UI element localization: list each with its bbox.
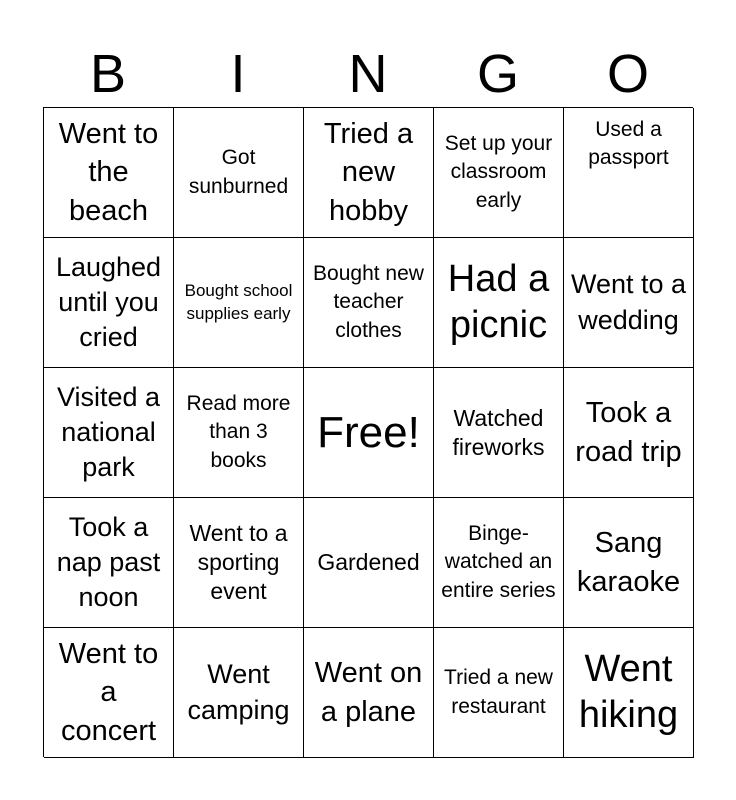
- cell-text: Got sunburned: [188, 146, 289, 198]
- cell-text: Bought new teacher clothes: [313, 261, 424, 342]
- cell-text: Read more than 3 books: [186, 391, 291, 472]
- cell-text: Bought school supplies early: [184, 280, 293, 323]
- cell-text: Set up your classroom early: [444, 131, 553, 212]
- bingo-cell[interactable]: [564, 238, 694, 368]
- bingo-cell[interactable]: [304, 628, 434, 758]
- bingo-cell[interactable]: [44, 498, 174, 628]
- cell-text: Watched fireworks: [452, 404, 545, 460]
- cell-text: Sang karaoke: [576, 527, 681, 598]
- cell-text: Went to a concert: [58, 638, 159, 747]
- cell-text: Went camping: [187, 659, 290, 725]
- cell-text: Took a road trip: [575, 397, 682, 468]
- bingo-cell[interactable]: [174, 238, 304, 368]
- bingo-cell[interactable]: [174, 108, 304, 238]
- cell-text: Went to the beach: [58, 118, 159, 227]
- bingo-cell[interactable]: [174, 498, 304, 628]
- bingo-cell[interactable]: [44, 368, 174, 498]
- bingo-cell[interactable]: [564, 368, 694, 498]
- cell-text: Free!: [317, 407, 420, 457]
- cell-text: Laughed until you cried: [55, 251, 162, 353]
- header-letter-o: O: [606, 44, 649, 104]
- bingo-cell[interactable]: [434, 498, 564, 628]
- bingo-cell[interactable]: [434, 628, 564, 758]
- free-space[interactable]: [304, 368, 434, 498]
- bingo-grid: [43, 107, 693, 757]
- cell-text: Went to a wedding: [570, 269, 687, 335]
- cell-text: Tried a new hobby: [323, 118, 414, 227]
- bingo-cell[interactable]: [434, 368, 564, 498]
- cell-text: Visited a national park: [56, 381, 161, 483]
- cell-text: Gardened: [317, 549, 420, 576]
- header-letter-n: N: [348, 44, 388, 104]
- header-letter-g: G: [476, 44, 519, 104]
- bingo-cell[interactable]: [174, 368, 304, 498]
- bingo-cell[interactable]: [44, 108, 174, 238]
- bingo-cell[interactable]: [434, 238, 564, 368]
- bingo-header: [43, 40, 693, 108]
- bingo-cell[interactable]: [174, 628, 304, 758]
- cell-text: Had a picnic: [447, 257, 550, 346]
- bingo-cell[interactable]: [44, 238, 174, 368]
- bingo-cell[interactable]: [564, 108, 694, 238]
- header-letter-b: B: [89, 44, 127, 104]
- bingo-cell[interactable]: [304, 498, 434, 628]
- header-letter-i: I: [230, 44, 246, 104]
- bingo-cell[interactable]: [304, 238, 434, 368]
- cell-text: Took a nap past noon: [56, 511, 161, 613]
- bingo-cell[interactable]: [44, 628, 174, 758]
- cell-text: Went on a plane: [314, 657, 423, 728]
- bingo-cell[interactable]: [434, 108, 564, 238]
- cell-text: Went hiking: [578, 647, 679, 736]
- bingo-cell[interactable]: [564, 628, 694, 758]
- cell-text: Binge-watched an entire series: [441, 521, 556, 602]
- bingo-cell[interactable]: [304, 108, 434, 238]
- cell-text: Went to a sporting event: [189, 520, 288, 604]
- cell-text: Tried a new restaurant: [444, 666, 553, 718]
- cell-text: Used a passport: [588, 118, 669, 170]
- bingo-cell[interactable]: [564, 498, 694, 628]
